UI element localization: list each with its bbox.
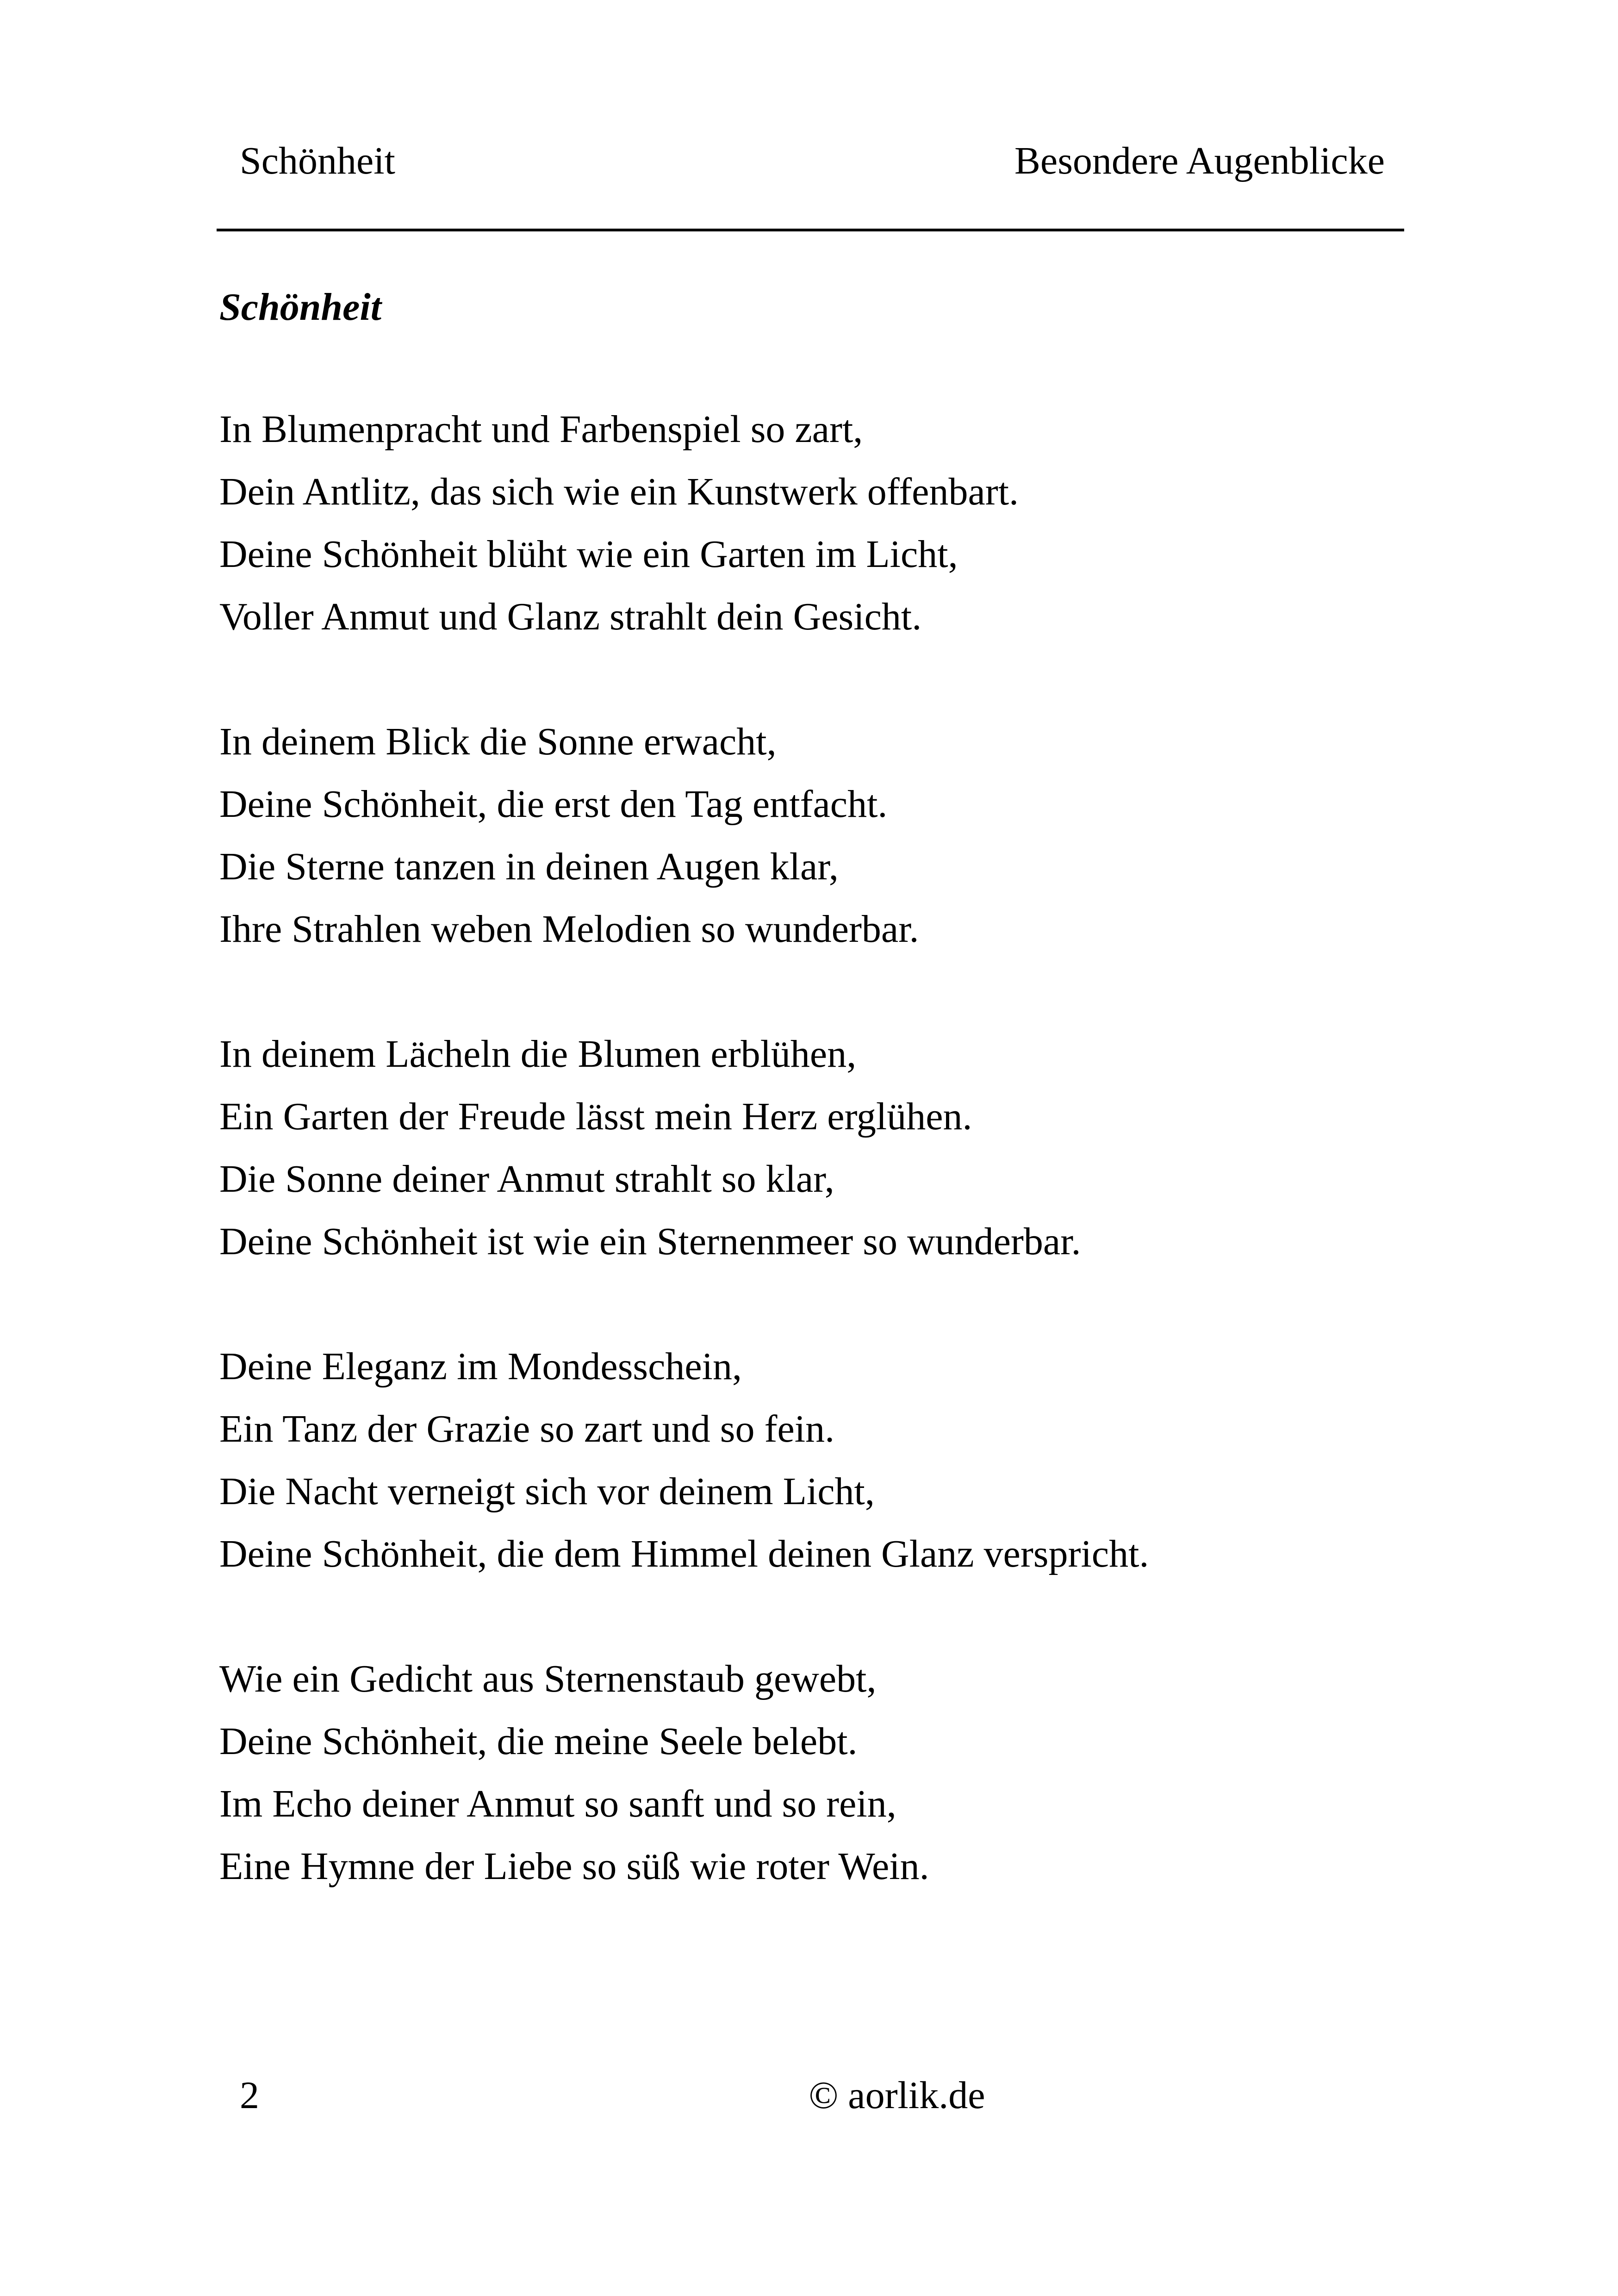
poem-title: Schönheit <box>219 286 382 329</box>
poem-line: Ein Garten der Freude lässt mein Herz erglühen. <box>219 1095 972 1138</box>
poem-body <box>219 398 1149 1960</box>
poem-line: Die Sonne deiner Anmut strahlt so klar, <box>219 1157 834 1201</box>
poem-line: Die Nacht verneigt sich vor deinem Licht, <box>219 1470 875 1513</box>
poem-line: Im Echo deiner Anmut so sanft und so rein, <box>219 1782 896 1825</box>
running-header-title: Schönheit <box>240 139 395 182</box>
poem-line: Voller Anmut und Glanz strahlt dein Gesicht. <box>219 595 922 638</box>
stanza-2 <box>219 710 1149 960</box>
poem-line: Ihre Strahlen weben Melodien so wunderbar. <box>219 908 919 951</box>
stanza-1 <box>219 398 1149 648</box>
poem-line: In Blumenpracht und Farbenspiel so zart, <box>219 408 863 451</box>
poem-line: Ein Tanz der Grazie so zart und so fein. <box>219 1407 835 1450</box>
stanza-5 <box>219 1648 1149 1898</box>
poem-line: Dein Antlitz, das sich wie ein Kunstwerk offenbart. <box>219 470 1019 513</box>
poem-line: Die Sterne tanzen in deinen Augen klar, <box>219 845 839 888</box>
poem-line: Wie ein Gedicht aus Sternenstaub gewebt, <box>219 1657 877 1700</box>
stanza-3 <box>219 1023 1149 1273</box>
poem-line: In deinem Blick die Sonne erwacht, <box>219 720 777 763</box>
stanza-4 <box>219 1335 1149 1585</box>
poem-line: Deine Schönheit, die dem Himmel deinen Glanz verspricht. <box>219 1532 1149 1575</box>
running-header-book-title: Besondere Augenblicke <box>1014 139 1385 182</box>
poem-line: Deine Schönheit ist wie ein Sternenmeer so wunderbar. <box>219 1220 1081 1263</box>
poem-line: Deine Eleganz im Mondesschein, <box>219 1345 742 1388</box>
poem-line: Eine Hymne der Liebe so süß wie roter Wein. <box>219 1845 929 1888</box>
poem-line: Deine Schönheit blüht wie ein Garten im Licht, <box>219 533 958 576</box>
header-divider <box>217 229 1404 231</box>
poem-line: Deine Schönheit, die meine Seele belebt. <box>219 1720 858 1763</box>
poem-line: Deine Schönheit, die erst den Tag entfacht. <box>219 783 888 826</box>
page-number: 2 <box>240 2074 259 2117</box>
poem-line: In deinem Lächeln die Blumen erblühen, <box>219 1033 857 1076</box>
copyright-notice: © aorlik.de <box>809 2074 985 2117</box>
